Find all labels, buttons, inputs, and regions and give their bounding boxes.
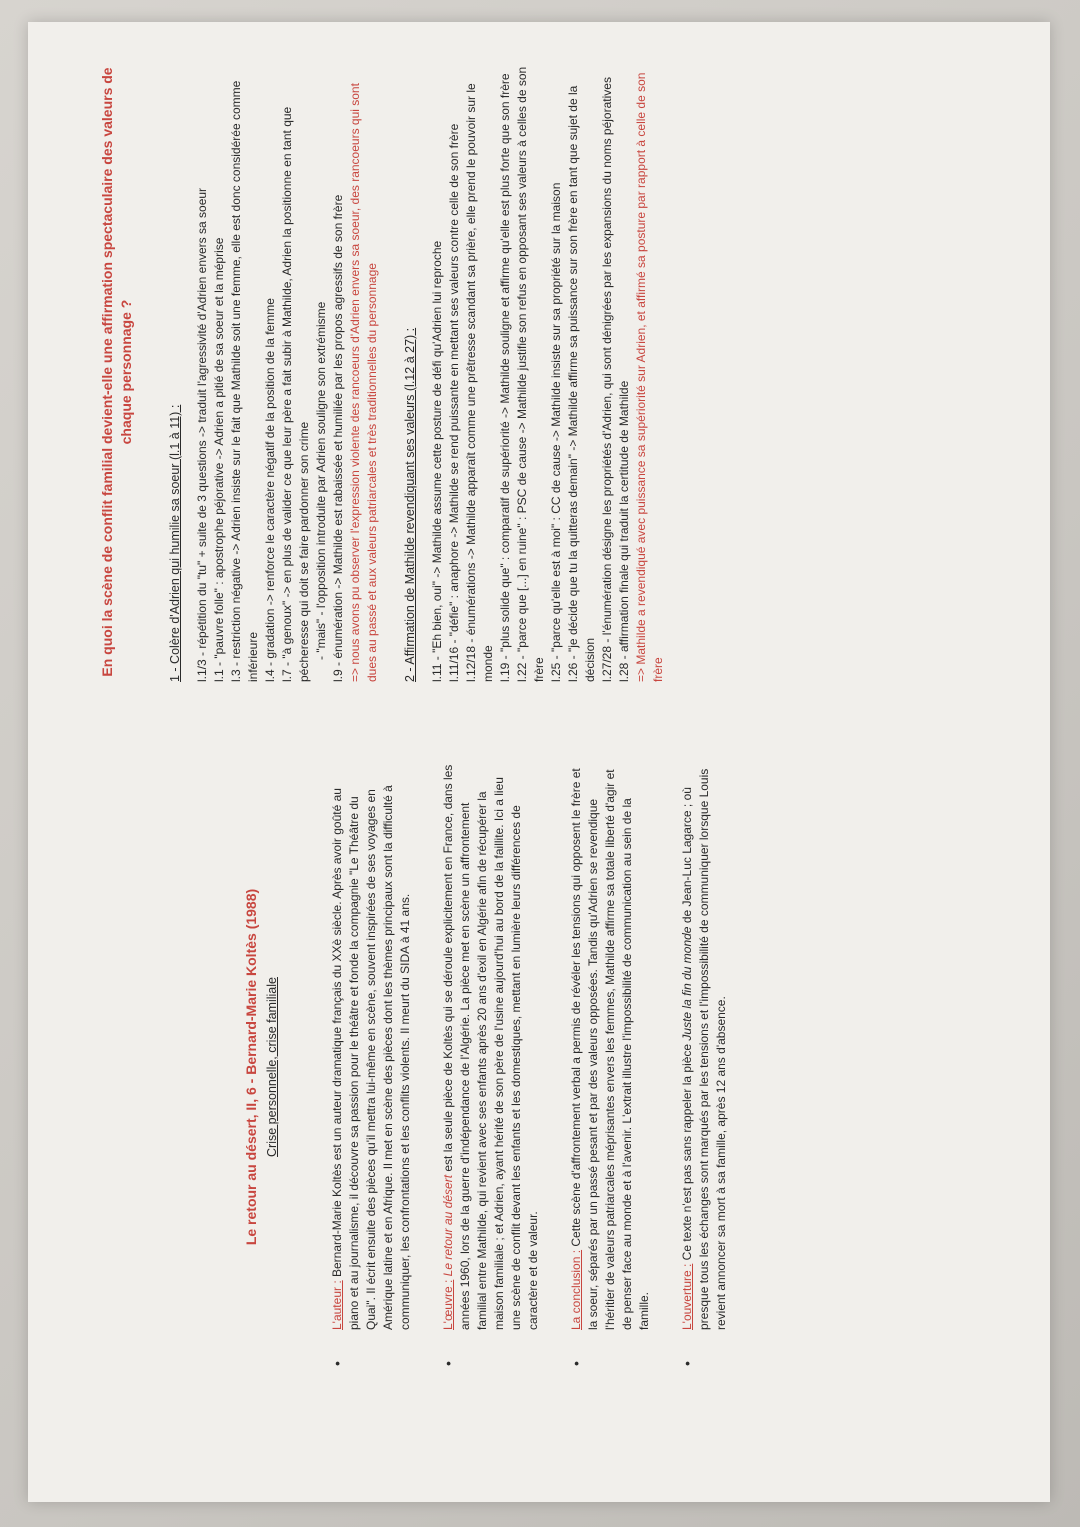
section-2-title: 2 - Affirmation de Mathilde revendiquant ses valeurs (l.12 à 27) : <box>403 327 417 682</box>
left-column <box>243 762 756 1372</box>
analysis-line: l.9 - énumération -> Mathilde est rabaissée et humiliée par les propos agressifs de son frère <box>331 194 345 682</box>
section-2-lines <box>429 62 667 682</box>
analysis-line: l.11 - "Eh bien, oui" -> Mathilde assume cette posture de défi qu'Adrien lui reproche <box>430 240 444 682</box>
analysis-line: l.11/16 - "défie" : anaphore -> Mathilde se rend puissante en mettant ses valeurs contre celle de son frère <box>447 123 461 682</box>
bullet-list <box>329 762 730 1372</box>
section-2-conclusion: => Mathilde a revendiqué avec puissance sa supériorité sur Adrien, et affirmé sa posture par rapport à celle de son frère <box>634 72 665 682</box>
item-label: L'ouverture : <box>680 1263 694 1330</box>
analysis-line: l.27/28 - l'énumération désigne les propriétés d'Adrien, qui sont dénigrées par les expansions du noms péjoratives <box>600 77 614 682</box>
analysis-line: l.26 - "je décide que tu la quitteras demain" -> Mathilde affirme sa puissance sur son frère en tant que sujet de la décision <box>566 85 597 682</box>
item-label: L'œuvre : <box>441 1279 455 1330</box>
item-text: Cette scène d'affrontement verbal a permis de révéler les tensions qui opposent le frère et la soeur, séparés par un passé pesant et par des valeurs opposées. Tandis qu'Adrien se revendique l'héritier de valeurs patriarcales méprisantes envers les femmes, Mathilde affirme sa totale liberté d'agir et de penser face au monde et à l'avenir. L'extrait illustre l'impossibilité de communication au sein de la famille. <box>569 768 651 1330</box>
item-italic: Le retour au désert <box>441 1174 455 1280</box>
section-1-conclusion: => nous avons pu observer l'expression violente des rancoeurs d'Adrien envers sa soeur, des rancoeurs qui sont dues au passé et aux valeurs patriarcales et très traditionnelles du personnage <box>348 83 379 682</box>
item-label: L'auteur : <box>330 1280 344 1330</box>
section-1-lines <box>194 62 381 682</box>
rotated-page <box>28 22 1050 1502</box>
item-text-2: de Jean-Luc Lagarce ; où presque tous les échanges sont marqués par les tensions et l'impossibilité de communiquer lorsque Louis revient annoncer sa mort à sa famille, après 12 ans d'absence. <box>680 768 728 1330</box>
analysis-line: l.1 - "pauvre folle" : apostrophe péjorative -> Adrien a pitié de sa soeur et la méprise <box>212 237 226 682</box>
analysis-line: l.28 - affirmation finale qui traduit la certitude de Mathilde <box>617 380 631 682</box>
analysis-line: l.19 - "plus solide que" : comparatif de supériorité -> Mathilde souligne et affirme qu'elle est plus forte que son frère <box>498 73 512 682</box>
list-item-author <box>329 762 414 1372</box>
right-column <box>98 62 667 682</box>
analysis-line: - "mais" - l'opposition introduite par Adrien souligne son extrémisme <box>314 301 328 660</box>
paper-sheet <box>28 22 1050 1502</box>
section-1-title: 1 - Colère d'Adrien qui humilie sa soeur (l.1 à 11) : <box>168 404 182 682</box>
problem-question: En quoi la scène de conflit familial devient-elle une affirmation spectaculaire des valeurs de chaque personnage ? <box>99 67 134 677</box>
item-italic: Juste la fin du monde <box>680 926 694 1044</box>
analysis-line: l.12/18 - énumérations -> Mathilde apparaît comme une prêtresse scandant sa prière, elle prend le pouvoir sur le monde <box>464 83 495 682</box>
analysis-line: l.1/3 - répétition du "tu" + suite de 3 questions -> traduit l'agressivité d'Adrien envers sa soeur <box>195 187 209 682</box>
document-subtitle: Crise personnelle, crise familiale <box>265 977 279 1157</box>
analysis-line: l.22 - "parce que [...] en ruine" : PSC de cause -> Mathilde justifie son refus en opposant ses valeurs à celles de son frère <box>515 66 546 682</box>
analysis-line: l.3 - restriction négative -> Adrien insiste sur le fait que Mathilde soit une femme, elle est donc considérée comme inférieure <box>229 80 260 682</box>
analysis-line: l.4 - gradation -> renforce le caractère négatif de la position de la femme <box>263 298 277 682</box>
item-text: Bernard-Marie Koltès est un auteur dramatique français du XXè siècle. Après avoir goûté au piano et au journalisme, il découvre sa passion pour le théâtre et fonde la compagnie "Le Théâtre du Quai". Il écrit ensuite des pièces qu'il mettra lui-même en scène, souvent inspirées de ses voyages en Amérique latine et en Afrique. Il met en scène des pièces dont les thèmes principaux sont la difficulté à communiquer, les confrontations et les conflits violents. Il meurt du SIDA à 41 ans. <box>330 785 412 1330</box>
list-item-conclusion <box>568 762 653 1372</box>
list-item-opening <box>679 762 730 1372</box>
list-item-work <box>440 762 542 1372</box>
analysis-line: l.25 - "parce qu'elle est à moi" : CC de cause -> Mathilde insiste sur sa propriété sur la maison <box>549 182 563 682</box>
analysis-line: l.7 - "à genoux" -> en plus de valider ce que leur père a fait subir à Mathilde, Adrien la positionne en tant que pécheresse qui doit se faire pardonner son crime <box>280 106 311 682</box>
item-text: Ce texte n'est pas sans rappeler la pièce <box>680 1043 694 1264</box>
document-title: Le retour au désert, II, 6 - Bernard-Marie Koltès (1988) <box>243 888 259 1246</box>
item-label: La conclusion : <box>569 1249 583 1330</box>
item-text: est la seule pièce de Koltès qui se déroule explicitement en France, dans les années 1960, lors de la guerre d'indépendance de l'Algérie. La pièce met en scène un affrontement familial entre Mathilde, qui revient avec ses enfants après 20 ans d'exil en Algérie afin de récupérer la maison familiale ; et Adrien, ayant hérité de son père de l'usine aujourd'hui au bord de la faillite. Ici a lieu une scène de conflit devant les enfants et les domestiques, mettant en lumière leurs différences de caractère et de valeur. <box>441 764 540 1330</box>
